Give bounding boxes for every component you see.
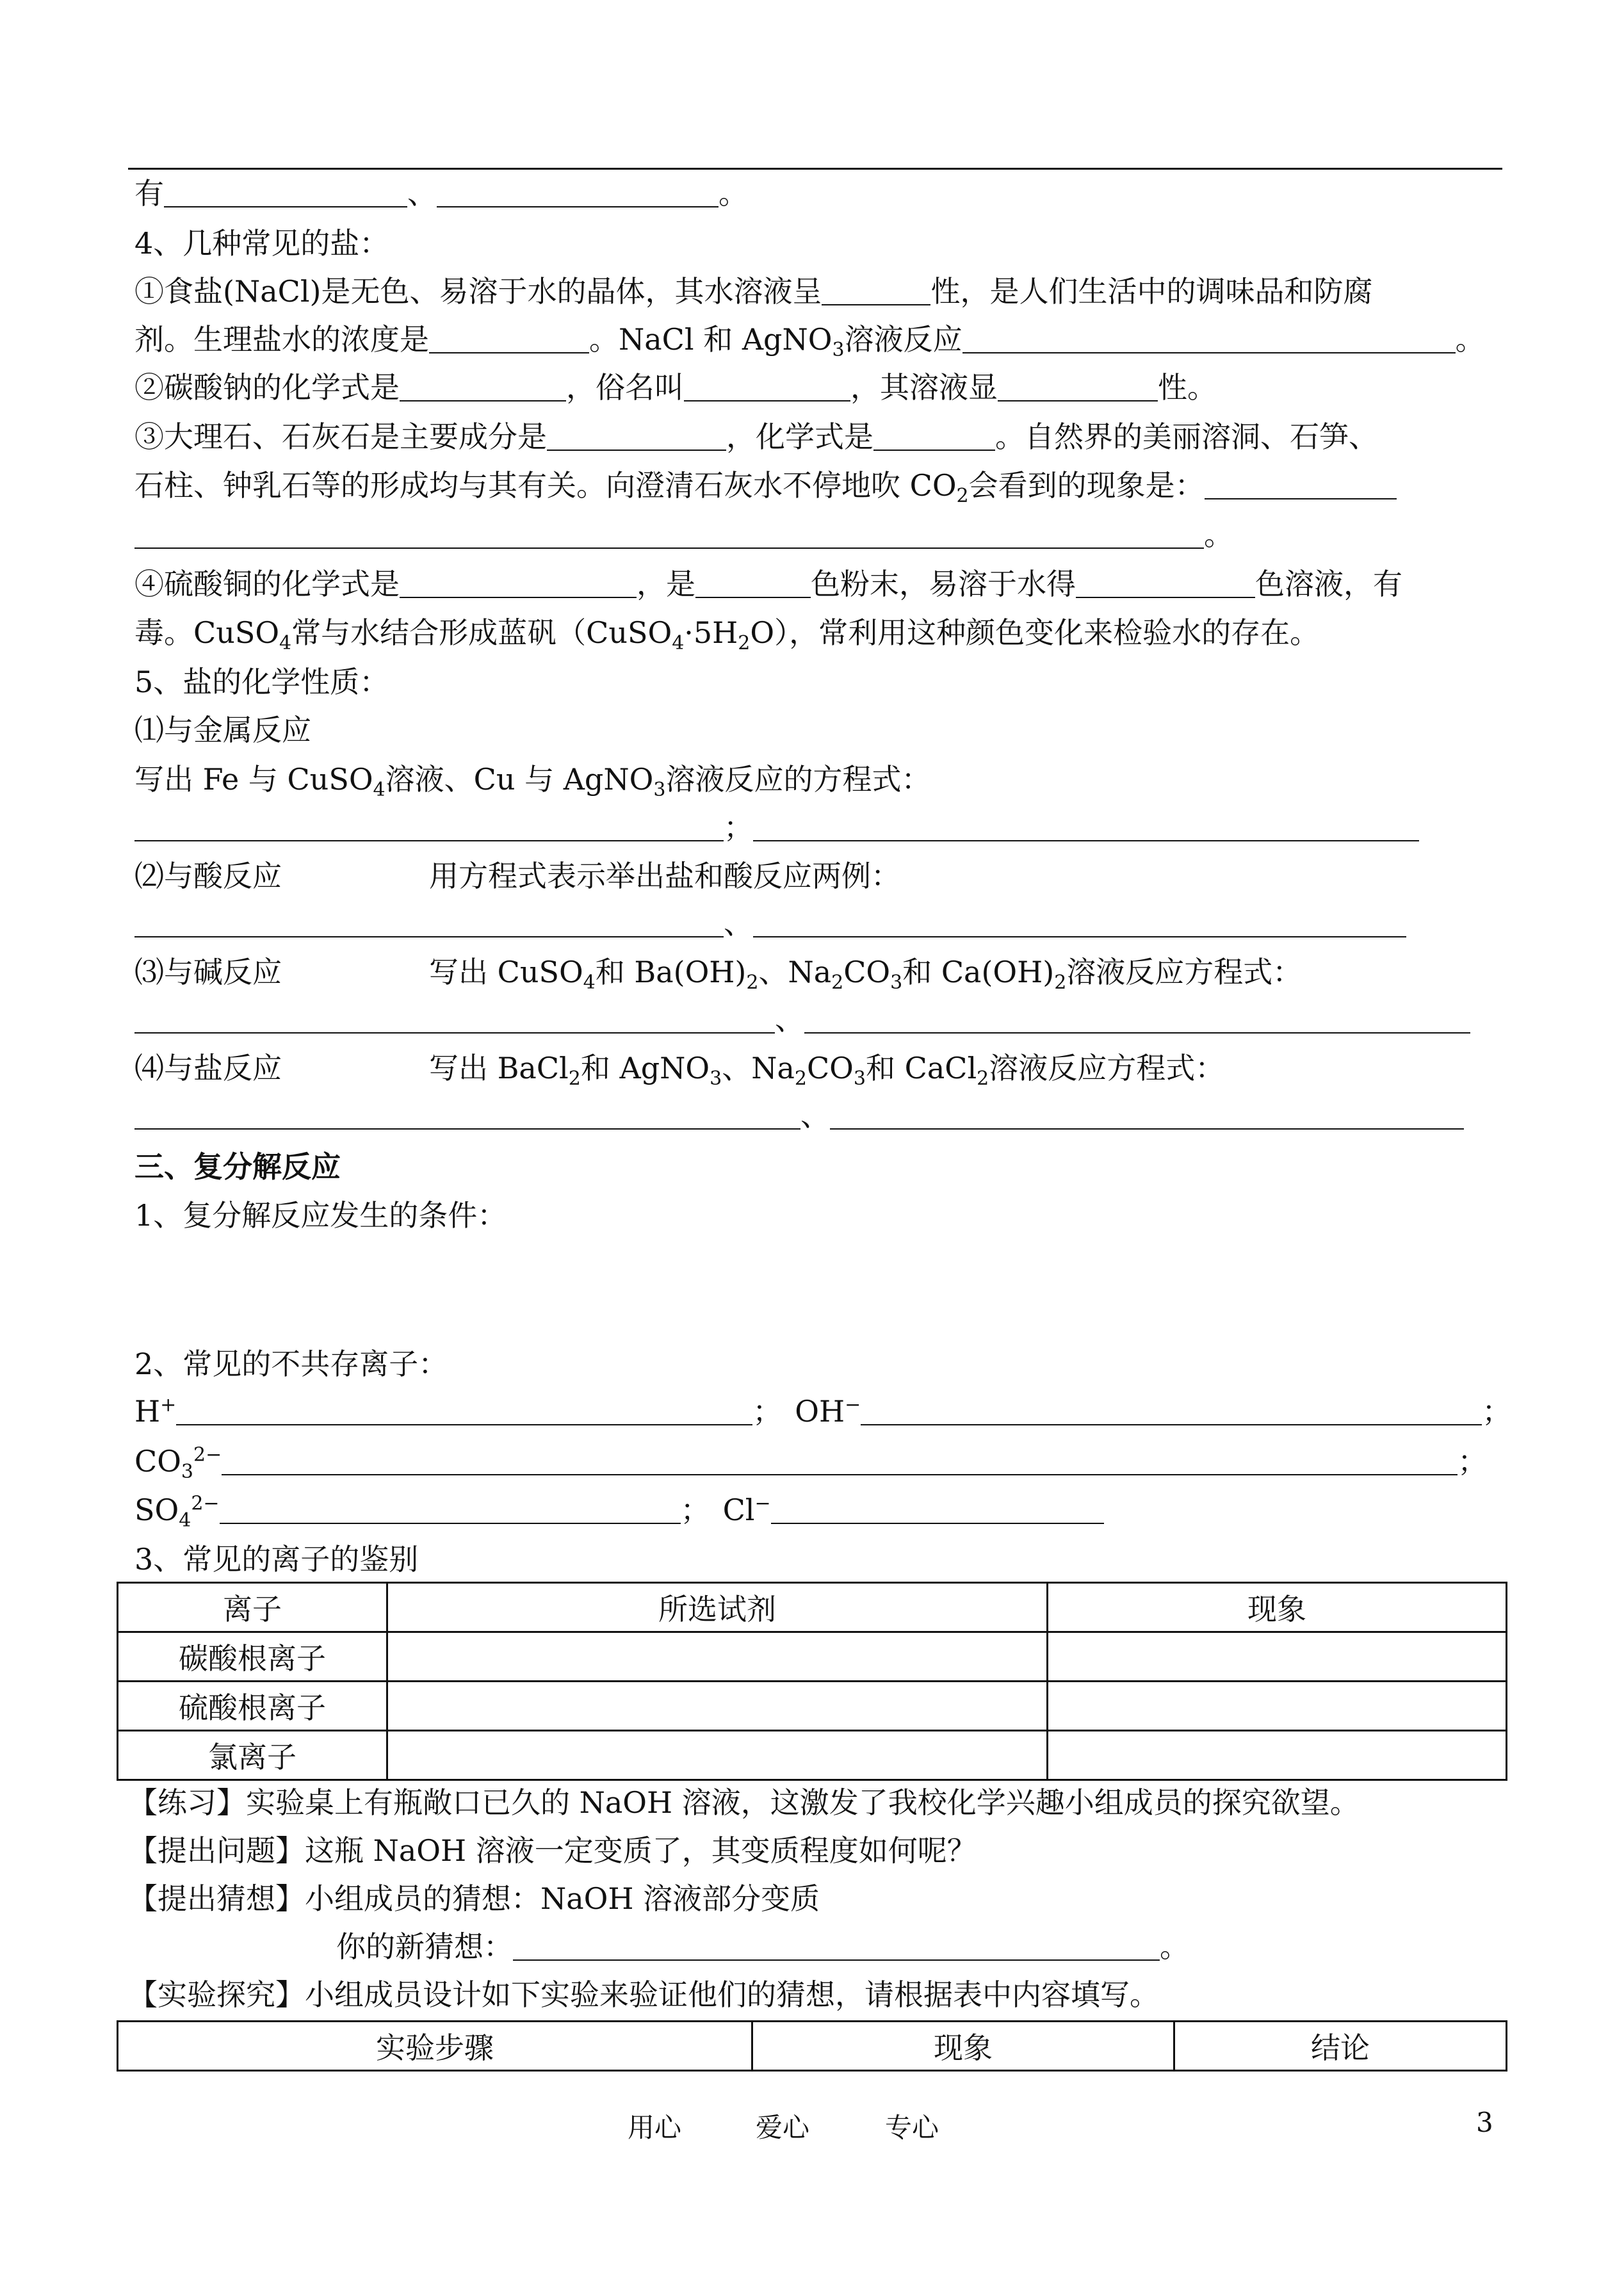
blank[interactable] [804,1004,1470,1034]
separator: ； [1458,1444,1488,1479]
cuso4-text: 毒。CuSO [134,615,280,650]
reaction-2-label: ⑵与酸反应 [134,859,282,893]
ion-oh: OH [795,1394,845,1429]
blank[interactable] [222,1446,1458,1475]
blank[interactable] [962,324,1456,353]
cuso4-text: 常与水结合形成蓝矾（CuSO [291,615,672,650]
reaction-4-answer [134,1096,1464,1135]
identification-title: 3、常见的离子的鉴别 [134,1542,419,1577]
exercise-question: 【提出问题】这瓶 NaOH 溶液一定变质了，其变质程度如何呢？ [128,1833,977,1868]
question-text: 、Na [758,955,832,989]
header-rule [128,168,1502,170]
exercise-hypothesis: 【提出猜想】小组成员的猜想：NaOH 溶液部分变质 [128,1881,820,1916]
reaction-2-answer [134,904,1406,943]
separator: ； [680,1493,710,1527]
caco3-line-1 [134,418,1378,456]
table-row [118,1632,1507,1682]
caco3-text: 会看到的现象是： [968,468,1205,503]
question-text: 和 CaCl [866,1051,977,1085]
answer-cell[interactable] [387,1632,1048,1682]
question-text: 溶液反应方程式： [1066,955,1303,989]
superscript: − [845,1393,861,1416]
question-text: 溶液反应方程式： [989,1051,1225,1085]
caco3-text: ，化学式是 [726,419,873,454]
period: 。 [1160,1929,1189,1964]
question-text: 溶液、Cu 与 AgNO [385,762,654,797]
cuso4-text: ④硫酸铜的化学式是 [134,567,400,601]
subscript: 3 [832,339,845,362]
experiment-table [117,2020,1507,2072]
nacl-line-1 [134,272,1372,311]
separator: 、 [724,906,753,941]
reaction-1-answer [134,808,1419,847]
question-text: CO [806,1051,854,1085]
cuso4-text: O），常利用这种颜色变化来检验水的存在。 [750,615,1320,650]
separator: ； [1482,1394,1512,1429]
na2co3-text: 性。 [1158,370,1217,405]
cuso4-text: ，是 [637,567,695,601]
subscript: 2 [956,485,969,508]
table-header-row [118,2022,1507,2071]
new-hypothesis-line [336,1927,1189,1966]
ion-h: H [134,1394,161,1429]
blank[interactable] [220,1495,681,1524]
blank[interactable] [134,812,724,841]
caco3-text: 石柱、钟乳石等的形成均与其有关。向澄清石灰水不停地吹 CO [134,468,957,503]
cuso4-text: 色粉末，易溶于水得 [811,567,1076,601]
subscript: 2 [746,971,759,994]
ion-cl: Cl [722,1493,755,1527]
question-text: 和 Ba(OH) [595,955,747,989]
subscript: 2 [738,632,751,655]
blank[interactable] [134,519,1204,549]
question-text: 用方程式表示举出盐和酸反应两例： [429,859,900,893]
table-header: 现象 [1048,1583,1507,1632]
cuso4-line-2 [134,613,1320,655]
blank[interactable] [753,908,1406,937]
text-you: 有 [134,176,164,211]
reaction-3-label: ⑶与碱反应 [134,955,282,989]
blank[interactable] [400,372,566,401]
row-label: 氯离子 [118,1731,387,1780]
subscript: 2 [977,1067,989,1091]
blank[interactable] [861,1396,1482,1425]
reaction-2-line [134,857,900,895]
table-header: 离子 [118,1583,387,1632]
blank[interactable] [176,1396,752,1425]
footer-text-1: 用心 [628,2112,682,2143]
subscript: 4 [279,632,292,655]
blank[interactable] [830,1100,1464,1130]
blank[interactable] [1205,470,1397,499]
table-header-row [118,1583,1507,1632]
blank[interactable] [134,908,724,937]
period: 。 [1455,322,1485,357]
blank[interactable] [429,324,589,353]
reaction-4-label: ⑷与盐反应 [134,1051,282,1085]
question-text: 和 Ca(OH) [902,955,1055,989]
row-label: 碳酸根离子 [118,1632,387,1682]
blank[interactable] [437,178,719,207]
blank[interactable] [1076,569,1255,598]
period: 。 [719,176,748,211]
cuso4-line-1 [134,565,1402,603]
question-text: 和 AgNO [580,1051,710,1085]
page-number: 3 [1476,2107,1493,2138]
reaction-1-question [134,760,931,802]
reaction-4-line [134,1049,1225,1091]
blank[interactable] [134,1004,775,1034]
table-header: 结论 [1174,2022,1507,2071]
table-row [118,1731,1507,1780]
answer-cell[interactable] [387,1731,1048,1780]
table-header: 所选试剂 [387,1583,1048,1632]
na2co3-text: ②碳酸钠的化学式是 [134,370,400,405]
separator: ； [724,810,753,845]
answer-cell[interactable] [1048,1731,1507,1780]
question-text: 、Na [722,1051,795,1085]
separator: 、 [407,176,437,211]
answer-cell[interactable] [1048,1632,1507,1682]
caco3-text: 。自然界的美丽溶洞、石笋、 [995,419,1378,454]
blank[interactable] [684,372,850,401]
answer-cell[interactable] [1048,1682,1507,1731]
nacl-text: ①食盐(NaCl)是无色、易溶于水的晶体，其水溶液呈 [134,274,822,309]
section-3-title: 三、复分解反应 [134,1149,341,1184]
table-header: 实验步骤 [118,2022,752,2071]
reaction-1-label: ⑴与金属反应 [134,713,311,747]
subscript: 3 [710,1067,722,1091]
question-text: CO [843,955,891,989]
blank[interactable] [771,1495,1104,1524]
reaction-3-line [134,953,1303,994]
table-row [118,1682,1507,1731]
nacl-text: 剂。生理盐水的浓度是 [134,322,429,357]
nacl-line-2 [134,320,1485,362]
subscript: 2 [1054,971,1067,994]
superscript: − [754,1492,771,1515]
separator: ； [752,1394,783,1429]
superscript: 2− [191,1492,220,1515]
na2co3-text: ，其溶液显 [850,370,998,405]
answer-cell[interactable] [387,1682,1048,1731]
separator: 、 [800,1098,830,1133]
question-text: 溶液反应的方程式： [665,762,931,797]
blank[interactable] [998,372,1158,401]
ion-so4: SO [134,1493,179,1527]
condition-title: 1、复分解反应发生的条件： [134,1198,507,1233]
subscript: 2 [794,1067,807,1091]
blank[interactable] [873,421,995,451]
period: 。 [1204,517,1233,552]
subscript: 3 [181,1461,194,1484]
ions-line-3 [134,1491,1104,1532]
nacl-text: 性，是人们生活中的调味品和防腐 [930,274,1373,309]
exercise-intro: 【练习】实验桌上有瓶敞口已久的 NaOH 溶液，这激发了我校化学兴趣小组成员的探究欲望。 [128,1785,1360,1820]
ion-identification-table [117,1582,1507,1781]
nacl-text: 。NaCl 和 AgNO [589,322,832,357]
na2co3-line [134,368,1217,407]
row-label: 硫酸根离子 [118,1682,387,1731]
subscript: 2 [831,971,844,994]
caco3-line-3 [134,515,1233,554]
blank[interactable] [164,178,407,207]
ions-title: 2、常见的不共存离子： [134,1347,448,1381]
caco3-text: ③大理石、石灰石是主要成分是 [134,419,547,454]
subscript: 3 [890,971,903,994]
new-hypothesis-label: 你的新猜想： [336,1929,513,1964]
superscript: 2− [193,1443,222,1466]
separator: 、 [775,1002,804,1037]
nacl-text: 溶液反应 [844,322,962,357]
ions-line-2 [134,1442,1488,1484]
answer-line-1 [134,174,748,213]
subscript: 4 [672,632,685,655]
table-header: 现象 [752,2022,1174,2071]
ions-line-1 [134,1392,1511,1431]
blank[interactable] [547,421,726,451]
blank[interactable] [822,276,930,305]
caco3-line-2 [134,466,1397,508]
subscript: 4 [583,971,596,994]
section-4-title: 4、几种常见的盐： [134,226,389,261]
blank[interactable] [753,812,1419,841]
superscript: + [160,1393,177,1416]
reaction-3-answer [134,1000,1470,1039]
section-5-title: 5、盐的化学性质： [134,665,389,699]
na2co3-text: ，俗名叫 [566,370,684,405]
cuso4-text: ·5H [684,615,738,650]
ion-co3: CO [134,1444,181,1479]
blank[interactable] [695,569,811,598]
blank[interactable] [134,1100,800,1130]
blank[interactable] [513,1931,1160,1961]
question-text: 写出 Fe 与 CuSO [134,762,373,797]
subscript: 4 [179,1509,191,1532]
blank[interactable] [400,569,637,598]
subscript: 2 [568,1067,581,1091]
subscript: 3 [653,779,666,802]
footer-text-3: 专心 [885,2112,939,2143]
exercise-experiment: 【实验探究】小组成员设计如下实验来验证他们的猜想，请根据表中内容填写。 [128,1977,1159,2012]
cuso4-text: 色溶液，有 [1255,567,1402,601]
question-text: 写出 BaCl [429,1051,569,1085]
subscript: 4 [373,779,386,802]
question-text: 写出 CuSO [429,955,583,989]
footer-text-2: 爱心 [756,2112,810,2143]
subscript: 3 [853,1067,866,1091]
